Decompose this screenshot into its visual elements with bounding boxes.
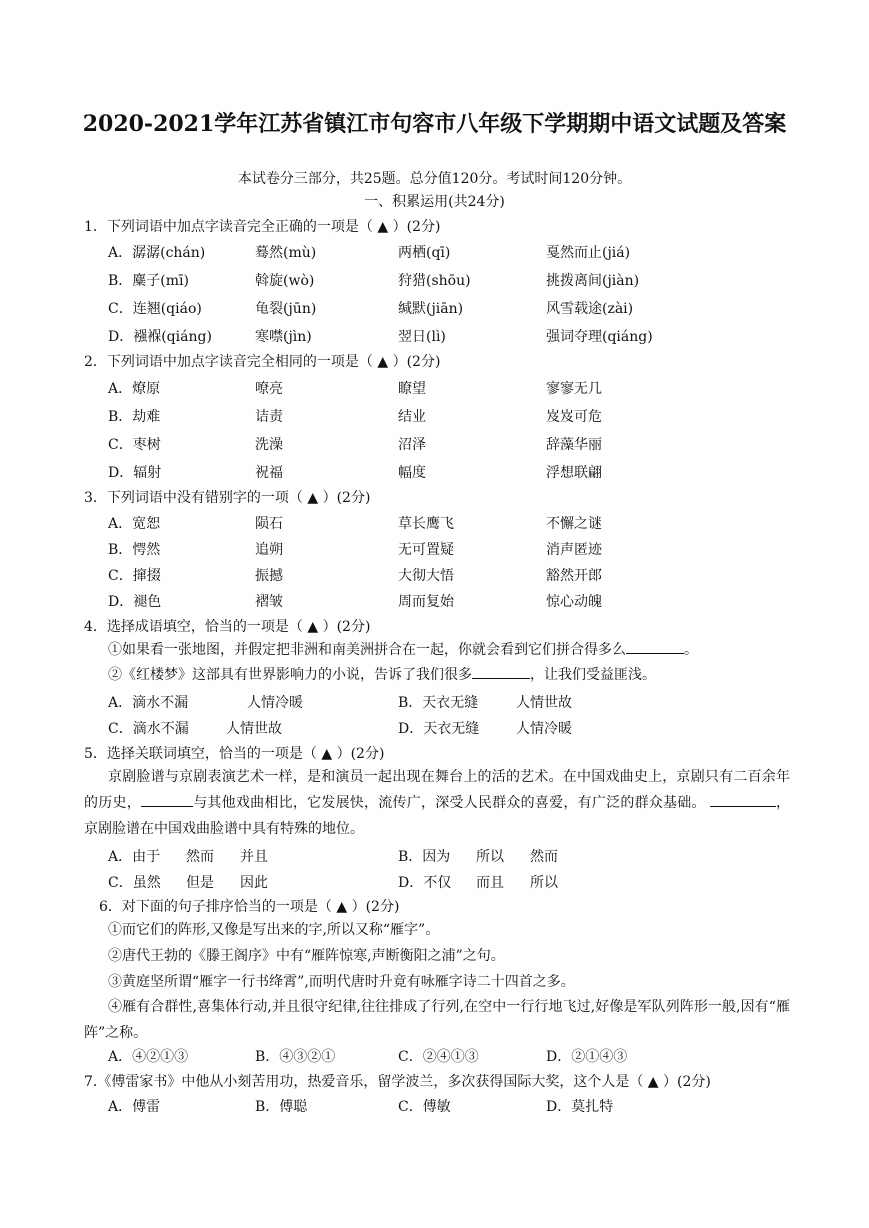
option-cell: A．傅雷 (108, 1099, 161, 1115)
option-cell: 人情世故 (226, 721, 282, 737)
option-cell: D．褪色 (108, 594, 162, 610)
option-cell: 草长鹰飞 (398, 516, 454, 532)
option-cell: 戛然而止(jiá) (546, 245, 631, 261)
option-cell: A．燎原 (108, 381, 161, 397)
option-cell: C．虽然 (108, 875, 161, 891)
option-cell: 大彻大悟 (398, 568, 454, 584)
option-cell: C．连翘(qiáo) (108, 301, 202, 317)
option-cell: 但是 (186, 875, 214, 891)
option-cell: 然而 (186, 849, 214, 865)
option-cell: 寥寥无几 (546, 381, 602, 397)
option-cell: B．劫难 (108, 409, 161, 425)
option-cell: 浮想联翩 (546, 465, 602, 481)
option-cell: A．由于 (108, 849, 161, 865)
option-cell: 沼泽 (398, 437, 426, 453)
option-cell: 无可置疑 (398, 542, 454, 558)
option-cell: 振撼 (255, 568, 283, 584)
option-cell: 周而复始 (398, 594, 454, 610)
option-cell: C．滴水不漏 (108, 721, 189, 737)
question-2-stem: 2．下列词语中加点字读音完全相同的一项是（ ▲ ）(2分) (84, 354, 441, 370)
option-cell: 人情冷暖 (516, 721, 572, 737)
option-cell: A．④②①③ (108, 1049, 189, 1065)
option-cell: A．潺潺(chán) (108, 245, 206, 261)
question-6-stem: 6．对下面的句子排序恰当的一项是（ ▲ ）(2分) (99, 899, 400, 915)
option-cell: B．因为 (398, 849, 451, 865)
option-cell: 消声匿迹 (546, 542, 602, 558)
option-cell: 祝福 (255, 465, 283, 481)
option-cell: 追朔 (255, 542, 283, 558)
option-cell: 洗澡 (255, 437, 283, 453)
option-cell: 缄默(jiān) (398, 301, 464, 317)
question-4-stem: 4．选择成语填空，恰当的一项是（ ▲ ）(2分) (84, 619, 371, 635)
option-cell: 不懈之谜 (546, 516, 602, 532)
answer-blank (472, 664, 530, 679)
option-cell: 因此 (240, 875, 268, 891)
option-cell: C．傅敏 (398, 1099, 451, 1115)
option-cell: 辞藻华丽 (546, 437, 602, 453)
option-cell: A．滴水不漏 (108, 695, 189, 711)
option-cell: B．④③②① (255, 1049, 336, 1065)
sentence-text: ②《红楼梦》这部具有世界影响力的小说，告诉了我们很多 (108, 667, 472, 683)
option-cell: D．不仅 (398, 875, 452, 891)
option-cell: D．莫扎特 (546, 1099, 614, 1115)
option-cell: D．辐射 (108, 465, 162, 481)
option-cell: 强词夺理(qiáng) (546, 329, 653, 345)
question-6-sentence-3: ③黄庭坚所谓“雁字一行书绛霄”,而明代唐时升竟有咏雁字诗二十四首之多。 (108, 974, 575, 990)
question-5-stem: 5．选择关联词填空，恰当的一项是（ ▲ ）(2分) (84, 746, 385, 762)
question-1-stem: 1．下列词语中加点字读音完全正确的一项是（ ▲ ）(2分) (84, 219, 441, 235)
question-4-sentence-1 (108, 637, 788, 663)
answer-blank (626, 639, 684, 654)
option-cell: C．枣树 (108, 437, 161, 453)
option-cell: 诘责 (255, 409, 283, 425)
option-cell: 岌岌可危 (546, 409, 602, 425)
passage-text: 与其他戏曲相比，它发展快，流传广，深受人民群众的喜爱，有广泛的群众基础。 (192, 795, 706, 811)
option-cell: 并且 (240, 849, 268, 865)
option-cell: 寒噤(jìn) (255, 329, 312, 345)
option-cell: 嘹亮 (255, 381, 283, 397)
option-cell: 结业 (398, 409, 426, 425)
option-cell: A．宽恕 (108, 516, 161, 532)
question-3-stem: 3．下列词语中没有错别字的一项（ ▲ ）(2分) (84, 490, 371, 506)
option-cell: 陨石 (255, 516, 283, 532)
option-cell: C．②④①③ (398, 1049, 479, 1065)
exam-intro: 本试卷分三部分，共25题。总分值120分。考试时间120分钟。 (237, 171, 632, 187)
option-cell: 所以 (476, 849, 504, 865)
sentence-text: ①如果看一张地图，并假定把非洲和南美洲拼合在一起，你就会看到它们拼合得多么 (108, 642, 626, 658)
option-cell: 惊心动魄 (546, 594, 602, 610)
option-cell: C．撺掇 (108, 568, 161, 584)
option-cell: B．麋子(mī) (108, 273, 189, 289)
option-cell: B．天衣无缝 (398, 695, 479, 711)
answer-blank (710, 792, 776, 807)
sentence-text: ，让我们受益匪浅。 (530, 667, 656, 683)
question-6-sentence-1: ①而它们的阵形,又像是写出来的字,所以又称“雁字”。 (108, 922, 440, 938)
option-cell: 而且 (476, 875, 504, 891)
question-6-sentence-2: ②唐代王勃的《滕王阁序》中有“雁阵惊寒,声断衡阳之浦”之句。 (108, 948, 505, 964)
option-cell: 两栖(qī) (398, 245, 451, 261)
question-7-stem: 7.《傅雷家书》中他从小刻苦用功，热爱音乐，留学波兰，多次获得国际大奖，这个人是（ ▲ ）(2分) (84, 1074, 711, 1090)
option-cell: 斡旋(wò) (255, 273, 315, 289)
option-cell: 人情世故 (516, 695, 572, 711)
option-cell: 豁然开郎 (546, 568, 602, 584)
option-cell: 风雪载途(zài) (546, 301, 634, 317)
option-cell: 瞭望 (398, 381, 426, 397)
option-cell: B．傅聪 (255, 1099, 308, 1115)
option-cell: 挑拨离间(jiàn) (546, 273, 640, 289)
question-4-sentence-2 (108, 662, 788, 688)
answer-blank (141, 792, 193, 807)
page-title: 2020-2021学年江苏省镇江市句容市八年级下学期期中语文试题及答案 (82, 111, 787, 137)
option-cell: 翌日(lì) (398, 329, 446, 345)
option-cell: B．愕然 (108, 542, 161, 558)
option-cell: 蓦然(mù) (255, 245, 317, 261)
option-cell: 褶皱 (255, 594, 283, 610)
option-cell: 所以 (530, 875, 558, 891)
option-cell: 幅度 (398, 465, 426, 481)
option-cell: 然而 (530, 849, 558, 865)
question-6-sentence-4: ④雁有合群性,喜集体行动,并且很守纪律,往往排成了行列,在空中一行行地飞过,好像是军队列阵形一般,因有“雁阵”之称。 (84, 999, 790, 1041)
option-cell: D．襁褓(qiáng) (108, 329, 212, 345)
question-5-passage (84, 764, 790, 842)
option-cell: 龟裂(jūn) (255, 301, 317, 317)
sentence-text: 。 (684, 642, 698, 658)
option-cell: D．天衣无缝 (398, 721, 480, 737)
option-cell: D．②①④③ (546, 1049, 628, 1065)
option-cell: 狩猎(shōu) (398, 273, 471, 289)
section-heading: 一、积累运用(共24分) (364, 194, 505, 210)
passage-text: 京剧脸谱与京剧表演艺术一样，是和演员一起出现在舞台上的活的艺术。在中国戏曲史上，京剧只有二百余年的历史， (84, 769, 790, 811)
passage-text: ，京剧脸谱在中国戏曲脸谱中具有特殊的地位。 (84, 795, 791, 837)
option-cell: 人情冷暖 (247, 695, 303, 711)
